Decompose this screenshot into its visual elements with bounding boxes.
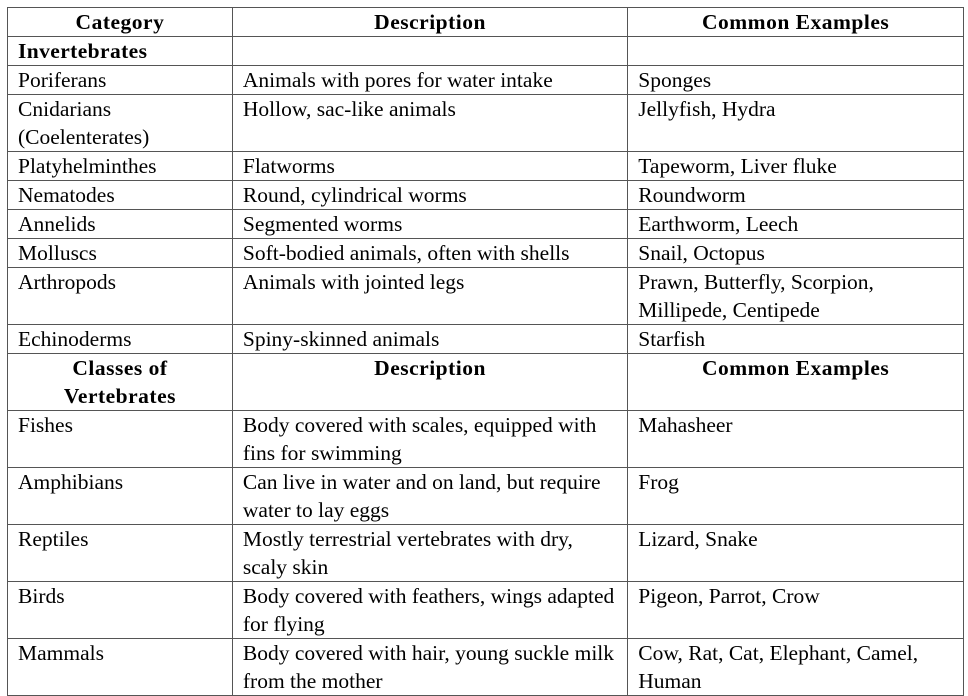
header-category: Category: [8, 8, 233, 37]
examples-cell: Earthworm, Leech: [628, 210, 964, 239]
examples-cell: Roundworm: [628, 181, 964, 210]
description-cell: Animals with pores for water intake: [232, 66, 627, 95]
examples-cell: Snail, Octopus: [628, 239, 964, 268]
examples-cell: Mahasheer: [628, 411, 964, 468]
category-cell: Amphibians: [8, 468, 233, 525]
table-row: [8, 525, 964, 582]
description-cell: Animals with jointed legs: [232, 268, 627, 325]
header-examples: Common Examples: [628, 8, 964, 37]
table-row: [8, 325, 964, 354]
category-cell: Nematodes: [8, 181, 233, 210]
category-cell: Arthropods: [8, 268, 233, 325]
description-cell: Spiny-skinned animals: [232, 325, 627, 354]
category-cell: Cnidarians (Coelenterates): [8, 95, 233, 152]
table-row: [8, 582, 964, 639]
description-cell: Body covered with hair, young suckle milk from the mother: [232, 639, 627, 696]
examples-cell: Sponges: [628, 66, 964, 95]
header-examples: Common Examples: [628, 354, 964, 411]
category-cell: Reptiles: [8, 525, 233, 582]
category-cell: Fishes: [8, 411, 233, 468]
category-cell: Echinoderms: [8, 325, 233, 354]
table-row: [8, 152, 964, 181]
examples-cell: Pigeon, Parrot, Crow: [628, 582, 964, 639]
description-cell: Round, cylindrical worms: [232, 181, 627, 210]
description-cell: Can live in water and on land, but require water to lay eggs: [232, 468, 627, 525]
header-description: Description: [232, 354, 627, 411]
table-row: [8, 268, 964, 325]
header-description: Description: [232, 8, 627, 37]
vertebrates-header-row: [8, 354, 964, 411]
description-cell: Hollow, sac-like animals: [232, 95, 627, 152]
table-header-row: [8, 8, 964, 37]
empty-cell: [628, 37, 964, 66]
table-row: [8, 411, 964, 468]
examples-cell: Tapeworm, Liver fluke: [628, 152, 964, 181]
section-row-invertebrates: [8, 37, 964, 66]
empty-cell: [232, 37, 627, 66]
header-classes-of-vertebrates: Classes of Vertebrates: [8, 354, 233, 411]
table-row: [8, 66, 964, 95]
description-cell: Body covered with scales, equipped with fins for swimming: [232, 411, 627, 468]
category-cell: Annelids: [8, 210, 233, 239]
examples-cell: Lizard, Snake: [628, 525, 964, 582]
examples-cell: Cow, Rat, Cat, Elephant, Camel, Human: [628, 639, 964, 696]
description-cell: Flatworms: [232, 152, 627, 181]
category-cell: Platyhelminthes: [8, 152, 233, 181]
category-cell: Molluscs: [8, 239, 233, 268]
category-cell: Mammals: [8, 639, 233, 696]
description-cell: Soft-bodied animals, often with shells: [232, 239, 627, 268]
category-cell: Poriferans: [8, 66, 233, 95]
animal-classification-table: [7, 7, 964, 696]
examples-cell: Frog: [628, 468, 964, 525]
section-title-invertebrates: Invertebrates: [8, 37, 233, 66]
table-row: [8, 95, 964, 152]
table-row: [8, 639, 964, 696]
description-cell: Segmented worms: [232, 210, 627, 239]
description-cell: Body covered with feathers, wings adapted for flying: [232, 582, 627, 639]
table-row: [8, 239, 964, 268]
table-row: [8, 181, 964, 210]
table-row: [8, 468, 964, 525]
examples-cell: Starfish: [628, 325, 964, 354]
category-cell: Birds: [8, 582, 233, 639]
table-row: [8, 210, 964, 239]
examples-cell: Prawn, Butterfly, Scorpion, Millipede, Centipede: [628, 268, 964, 325]
examples-cell: Jellyfish, Hydra: [628, 95, 964, 152]
description-cell: Mostly terrestrial vertebrates with dry, scaly skin: [232, 525, 627, 582]
